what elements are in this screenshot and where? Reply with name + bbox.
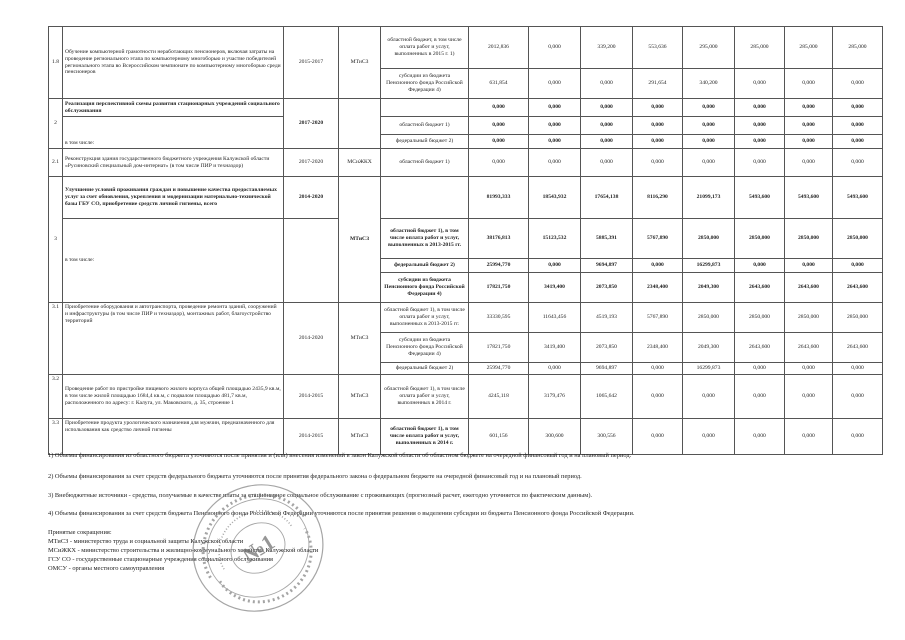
value-2017: 2049,300	[683, 273, 735, 303]
value-2016: 291,654	[633, 69, 683, 99]
abbreviation-item: МСиЖКХ - министерство строительства и жилищно-коммунального хозяйства Калужской области	[48, 547, 319, 554]
footnote-1: 1) Объемы финансирования из областного бюджета уточняются после принятия и (или) внесения изменений в закон Калужской области об областном бюджете на очередной финансовый год и на плановый период.	[48, 452, 632, 459]
value-total: 25994,770	[469, 259, 529, 273]
executor: МТиСЗ	[339, 419, 381, 455]
value-2018: 0,000	[735, 99, 785, 117]
table-row	[49, 419, 883, 455]
abbreviation-item: ГСУ СО - государственные стационарные учреждения социального обслуживания	[48, 556, 273, 563]
row-number: 2	[49, 99, 63, 149]
value-2014: 0,000	[529, 117, 581, 135]
value-2017: 340,200	[683, 69, 735, 99]
table-row	[49, 303, 883, 333]
value-2018: 0,000	[735, 117, 785, 135]
value-2020: 0,000	[833, 117, 883, 135]
value-2018: 0,000	[735, 259, 785, 273]
value-2014: 0,000	[529, 27, 581, 69]
executor	[339, 99, 381, 149]
value-2020: 0,000	[833, 99, 883, 117]
value-2017: 16299,873	[683, 363, 735, 375]
value-2017: 21099,173	[683, 177, 735, 219]
value-2014: 0,000	[529, 99, 581, 117]
row-number: 3	[49, 177, 63, 303]
value-total: 0,000	[469, 135, 529, 149]
activity-title: Реализация перспективной схемы развития стационарных учреждений социального обслуживания	[63, 99, 284, 117]
value-2015: 339,200	[581, 27, 633, 69]
value-2015: 0,000	[581, 149, 633, 177]
value-2015: 4519,193	[581, 303, 633, 333]
funding-source: областной бюджет 1), в том числе оплата работ и услуг, выполненных в 2014 г.	[381, 375, 469, 419]
abbreviation-item: МТиСЗ - министерство труда и социальной защиты Калужской области	[48, 538, 244, 545]
value-2016: 0,000	[633, 375, 683, 419]
table-row	[49, 219, 883, 259]
value-2014: 0,000	[529, 149, 581, 177]
value-total: 0,000	[469, 99, 529, 117]
value-total: 2012,836	[469, 27, 529, 69]
table-row	[49, 149, 883, 177]
executor: МТиСЗ	[339, 177, 381, 303]
value-2019: 0,000	[785, 363, 833, 375]
value-2018: 0,000	[735, 149, 785, 177]
funding-source: областной бюджет 1), в том числе оплата работ и услуг, выполненных в 2014 г.	[381, 419, 469, 455]
value-2015: 0,000	[581, 135, 633, 149]
value-2020: 0,000	[833, 259, 883, 273]
value-total: 17821,750	[469, 333, 529, 363]
value-2015: 300,556	[581, 419, 633, 455]
value-2014: 0,000	[529, 69, 581, 99]
funding-table	[48, 26, 883, 455]
funding-source: субсидии из бюджета Пенсионного фонда Российской Федерации 4)	[381, 69, 469, 99]
value-2015: 0,000	[581, 99, 633, 117]
value-2017: 2850,000	[683, 219, 735, 259]
row-number: 3.1	[49, 303, 63, 375]
value-2018: 0,000	[735, 135, 785, 149]
value-2014: 0,000	[529, 135, 581, 149]
value-2016: 0,000	[633, 363, 683, 375]
value-2018: 5493,600	[735, 177, 785, 219]
value-2018: 0,000	[735, 375, 785, 419]
value-2014: 300,600	[529, 419, 581, 455]
period-empty	[284, 219, 339, 303]
value-2020: 0,000	[833, 363, 883, 375]
period: 2014-2020	[284, 303, 339, 375]
seal-icon	[188, 478, 328, 618]
value-2017: 2049,300	[683, 333, 735, 363]
activity-title: Обучение компьютерной грамотности неработающих пенсионеров, включая затраты на проведение регионального этапа по компьютерному многоборью и участие победителей регионального этапа во Всероссийском чемпионате по компьютерному многоборью среди пенсионеров	[63, 27, 284, 99]
value-2019: 0,000	[785, 419, 833, 455]
value-2018: 0,000	[735, 69, 785, 99]
value-2016: 0,000	[633, 149, 683, 177]
executor: МТиСЗ	[339, 303, 381, 375]
value-total: 601,156	[469, 419, 529, 455]
value-2019: 2850,000	[785, 303, 833, 333]
funding-source-total	[381, 177, 469, 219]
seal-number: №1	[237, 529, 279, 568]
value-2016: 5767,890	[633, 303, 683, 333]
value-2014: 0,000	[529, 259, 581, 273]
footnote-4: 4) Объемы финансирования за счет средств бюджета Пенсионного фонда Российской Федерации уточняются после принятия решения о выделении субсидии из бюджета Пенсионного фонда Российской Федерации.	[48, 510, 635, 517]
table-row	[49, 177, 883, 219]
activity-title: Проведение работ по пристройке пищевого жилого корпуса общей площадью 2435,9 кв.м, в том числе жилой площадью 1684,4 кв.м, с подвалом площадью 481,7 кв.м, расположенного по адресу: г. Калуга, ул. Маковского, д. 35, строение 1	[63, 375, 284, 419]
value-2018: 2850,000	[735, 303, 785, 333]
value-2018: 2643,600	[735, 333, 785, 363]
value-2015: 2073,850	[581, 333, 633, 363]
value-2020: 0,000	[833, 135, 883, 149]
value-2019: 0,000	[785, 375, 833, 419]
period: 2014-2015	[284, 375, 339, 419]
value-2015: 9694,897	[581, 363, 633, 375]
funding-source: федеральный бюджет 2)	[381, 259, 469, 273]
value-2017: 295,000	[683, 27, 735, 69]
value-2016: 0,000	[633, 259, 683, 273]
value-2015: 2073,850	[581, 273, 633, 303]
funding-source: федеральный бюджет 2)	[381, 363, 469, 375]
value-2015: 17654,138	[581, 177, 633, 219]
period: 2014-2015	[284, 419, 339, 455]
footnote-2: 2) Объемы финансирования за счет средств федерального бюджета уточняются после принятия федерального закона о федеральном бюджете на очередной финансовый год и на плановый период.	[48, 473, 582, 480]
value-2015: 5885,391	[581, 219, 633, 259]
value-2020: 2850,000	[833, 219, 883, 259]
table-row	[49, 117, 883, 135]
row-number: 1.8	[49, 27, 63, 99]
value-2017: 0,000	[683, 135, 735, 149]
value-2014: 3419,400	[529, 333, 581, 363]
value-2020: 0,000	[833, 149, 883, 177]
executor: МСиЖКХ	[339, 149, 381, 177]
in-that-number-label: в том числе:	[63, 219, 284, 303]
value-2016: 0,000	[633, 117, 683, 135]
value-total: 25994,770	[469, 363, 529, 375]
value-2014: 18543,932	[529, 177, 581, 219]
value-2020: 0,000	[833, 69, 883, 99]
funding-source: субсидии из бюджета Пенсионного фонда Российской Федерации 4)	[381, 333, 469, 363]
abbreviations-title: Принятые сокращения:	[48, 529, 112, 536]
funding-source: федеральный бюджет 2)	[381, 135, 469, 149]
table-row	[49, 99, 883, 117]
footnote-3: 3) Внебюджетные источники - средства, получаемые в качестве платы за стационарное социальное обслуживание с проживающих (прогнозный расчет, ежегодно уточняется по фактическим данным).	[48, 492, 593, 499]
value-total: 38176,813	[469, 219, 529, 259]
value-2020: 285,000	[833, 27, 883, 69]
value-2014: 3419,400	[529, 273, 581, 303]
value-total: 81993,333	[469, 177, 529, 219]
value-total: 0,000	[469, 117, 529, 135]
value-2020: 0,000	[833, 375, 883, 419]
row-number: 2.1	[49, 149, 63, 177]
activity-title: Реконструкция здания государственного бюджетного учреждения Калужской области «Русиновский специальный дом-интернат» (в том числе ПИР и техназдор)	[63, 149, 284, 177]
period: 2014-2020	[284, 177, 339, 219]
value-2016: 5767,890	[633, 219, 683, 259]
value-2019: 0,000	[785, 117, 833, 135]
executor: МТиСЗ	[339, 375, 381, 419]
value-2017: 2850,000	[683, 303, 735, 333]
official-seal	[188, 478, 328, 618]
value-2014: 0,000	[529, 363, 581, 375]
value-2019: 0,000	[785, 135, 833, 149]
value-2015: 0,000	[581, 117, 633, 135]
activity-title: Улучшение условий проживания граждан и повышение качества предоставляемых услуг за счет обновления, укрепления и модернизации материально-технической базы ГБУ СО, приобретение средств личной гигиены, всего	[63, 177, 284, 219]
value-2020: 5493,600	[833, 177, 883, 219]
value-2019: 2643,600	[785, 273, 833, 303]
value-2014: 3179,476	[529, 375, 581, 419]
value-total: 33330,595	[469, 303, 529, 333]
value-2019: 285,000	[785, 27, 833, 69]
value-2014: 11643,456	[529, 303, 581, 333]
activity-title: Приобретение оборудования и автотранспорта, проведение ремонта зданий, сооружений и инфраструктуры (в том числе ПИР и техназдор), монтажных работ, благоустройство территорий	[63, 303, 284, 375]
value-2018: 0,000	[735, 419, 785, 455]
value-total: 0,000	[469, 149, 529, 177]
value-2016: 8116,290	[633, 177, 683, 219]
value-2015: 9694,897	[581, 259, 633, 273]
value-2019: 0,000	[785, 99, 833, 117]
funding-source: областной бюджет, в том числе оплата работ и услуг, выполненных в 2015 г. 1)	[381, 27, 469, 69]
value-2017: 0,000	[683, 99, 735, 117]
value-2019: 0,000	[785, 149, 833, 177]
table-row	[49, 27, 883, 69]
value-2019: 2850,000	[785, 219, 833, 259]
value-2017: 16299,873	[683, 259, 735, 273]
value-2015: 0,000	[581, 69, 633, 99]
value-2014: 15123,532	[529, 219, 581, 259]
value-2019: 2643,600	[785, 333, 833, 363]
value-2016: 2348,400	[633, 273, 683, 303]
period: 2015-2017	[284, 27, 339, 99]
activity-title: Приобретение продукта урологического назначения для мужчин, предназначенного для использования как средство личной гигиены	[63, 419, 284, 455]
funding-source: областной бюджет 1), в том числе оплата работ и услуг, выполненных в 2013-2015 гг.	[381, 219, 469, 259]
funding-source-total	[381, 99, 469, 117]
value-2020: 2850,000	[833, 303, 883, 333]
value-2015: 1065,642	[581, 375, 633, 419]
value-2020: 0,000	[833, 419, 883, 455]
funding-source: субсидии из бюджета Пенсионного фонда Российской Федерации 4)	[381, 273, 469, 303]
value-2020: 2643,600	[833, 273, 883, 303]
value-2017: 0,000	[683, 117, 735, 135]
value-2018: 285,000	[735, 27, 785, 69]
abbreviation-item: ОМСУ - органы местного самоуправления	[48, 565, 165, 572]
value-2019: 0,000	[785, 69, 833, 99]
value-2018: 2643,600	[735, 273, 785, 303]
period: 2017-2020	[284, 99, 339, 149]
executor: МТиСЗ	[339, 27, 381, 99]
value-2020: 2643,600	[833, 333, 883, 363]
value-2017: 0,000	[683, 149, 735, 177]
value-2017: 0,000	[683, 375, 735, 419]
in-that-number-label: в том числе:	[63, 117, 284, 149]
row-number: 3.3	[49, 419, 63, 455]
value-2016: 2348,400	[633, 333, 683, 363]
value-2018: 2850,000	[735, 219, 785, 259]
funding-source: областной бюджет 1)	[381, 117, 469, 135]
value-2018: 0,000	[735, 363, 785, 375]
value-2016: 0,000	[633, 419, 683, 455]
funding-source: областной бюджет 1), в том числе оплата работ и услуг, выполненных в 2013-2015 гг.	[381, 303, 469, 333]
value-total: 631,854	[469, 69, 529, 99]
value-2019: 5493,600	[785, 177, 833, 219]
table-row	[49, 375, 883, 419]
period: 2017-2020	[284, 149, 339, 177]
value-2019: 0,000	[785, 259, 833, 273]
value-2016: 553,636	[633, 27, 683, 69]
row-number: 3.2	[49, 375, 63, 419]
value-2016: 0,000	[633, 135, 683, 149]
value-total: 4245,118	[469, 375, 529, 419]
value-2017: 0,000	[683, 419, 735, 455]
funding-source: областной бюджет 1)	[381, 149, 469, 177]
value-total: 17821,750	[469, 273, 529, 303]
value-2016: 0,000	[633, 99, 683, 117]
